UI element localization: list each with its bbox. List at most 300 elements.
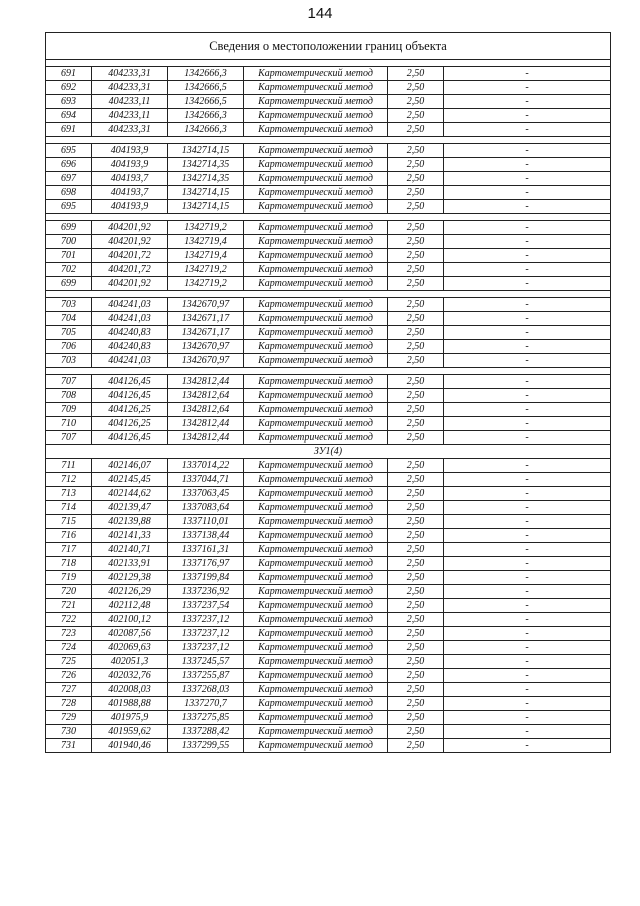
x-coordinate-cell: 404241,03 xyxy=(92,312,168,326)
description-cell: - xyxy=(444,711,611,725)
x-coordinate-cell: 404240,83 xyxy=(92,340,168,354)
point-number-cell: 729 xyxy=(46,711,92,725)
method-cell: Картометрический метод xyxy=(244,200,388,214)
method-cell: Картометрический метод xyxy=(244,515,388,529)
point-number-cell: 700 xyxy=(46,235,92,249)
method-cell: Картометрический метод xyxy=(244,585,388,599)
x-coordinate-cell: 402008,03 xyxy=(92,683,168,697)
description-cell: - xyxy=(444,557,611,571)
accuracy-cell: 2,50 xyxy=(388,585,444,599)
table-row xyxy=(46,697,611,711)
y-coordinate-cell: 1342666,3 xyxy=(168,123,244,137)
table-row xyxy=(46,172,611,186)
accuracy-cell: 2,50 xyxy=(388,487,444,501)
point-number-cell: 699 xyxy=(46,221,92,235)
x-coordinate-cell: 404201,92 xyxy=(92,277,168,291)
table-row xyxy=(46,571,611,585)
table-row xyxy=(46,235,611,249)
description-cell: - xyxy=(444,613,611,627)
method-cell: Картометрический метод xyxy=(244,277,388,291)
y-coordinate-cell: 1342812,64 xyxy=(168,389,244,403)
y-coordinate-cell: 1337237,12 xyxy=(168,627,244,641)
x-coordinate-cell: 404193,9 xyxy=(92,158,168,172)
table-row xyxy=(46,431,611,445)
table-row xyxy=(46,487,611,501)
point-number-cell: 718 xyxy=(46,557,92,571)
point-number-cell: 710 xyxy=(46,417,92,431)
y-coordinate-cell: 1342666,3 xyxy=(168,67,244,81)
group-spacer xyxy=(46,137,611,144)
method-cell: Картометрический метод xyxy=(244,263,388,277)
x-coordinate-cell: 404201,92 xyxy=(92,221,168,235)
point-number-cell: 695 xyxy=(46,144,92,158)
accuracy-cell: 2,50 xyxy=(388,543,444,557)
description-cell: - xyxy=(444,599,611,613)
description-cell: - xyxy=(444,529,611,543)
method-cell: Картометрический метод xyxy=(244,95,388,109)
x-coordinate-cell: 404193,9 xyxy=(92,144,168,158)
table-row xyxy=(46,543,611,557)
point-number-cell: 717 xyxy=(46,543,92,557)
table-row xyxy=(46,585,611,599)
y-coordinate-cell: 1337299,55 xyxy=(168,739,244,753)
accuracy-cell: 2,50 xyxy=(388,249,444,263)
accuracy-cell: 2,50 xyxy=(388,312,444,326)
description-cell: - xyxy=(444,249,611,263)
y-coordinate-cell: 1337138,44 xyxy=(168,529,244,543)
table-row xyxy=(46,403,611,417)
accuracy-cell: 2,50 xyxy=(388,158,444,172)
accuracy-cell: 2,50 xyxy=(388,172,444,186)
y-coordinate-cell: 1342812,44 xyxy=(168,375,244,389)
x-coordinate-cell: 402140,71 xyxy=(92,543,168,557)
method-cell: Картометрический метод xyxy=(244,571,388,585)
accuracy-cell: 2,50 xyxy=(388,613,444,627)
table-title-row xyxy=(46,33,611,60)
point-number-cell: 701 xyxy=(46,249,92,263)
x-coordinate-cell: 404126,45 xyxy=(92,375,168,389)
accuracy-cell: 2,50 xyxy=(388,340,444,354)
x-coordinate-cell: 402133,91 xyxy=(92,557,168,571)
group-spacer-row xyxy=(46,137,611,144)
group-spacer-row xyxy=(46,60,611,67)
x-coordinate-cell: 402087,56 xyxy=(92,627,168,641)
x-coordinate-cell: 402100,12 xyxy=(92,613,168,627)
x-coordinate-cell: 404193,7 xyxy=(92,172,168,186)
y-coordinate-cell: 1342714,35 xyxy=(168,158,244,172)
y-coordinate-cell: 1342714,15 xyxy=(168,200,244,214)
point-number-cell: 727 xyxy=(46,683,92,697)
x-coordinate-cell: 401975,9 xyxy=(92,711,168,725)
point-number-cell: 697 xyxy=(46,172,92,186)
description-cell: - xyxy=(444,354,611,368)
point-number-cell: 724 xyxy=(46,641,92,655)
point-number-cell: 712 xyxy=(46,473,92,487)
description-cell: - xyxy=(444,298,611,312)
x-coordinate-cell: 402032,76 xyxy=(92,669,168,683)
description-cell: - xyxy=(444,431,611,445)
x-coordinate-cell: 404126,45 xyxy=(92,431,168,445)
method-cell: Картометрический метод xyxy=(244,459,388,473)
table-row xyxy=(46,326,611,340)
y-coordinate-cell: 1337237,54 xyxy=(168,599,244,613)
description-cell: - xyxy=(444,683,611,697)
x-coordinate-cell: 402129,38 xyxy=(92,571,168,585)
table-title: Сведения о местоположении границ объекта xyxy=(46,33,611,60)
point-number-cell: 723 xyxy=(46,627,92,641)
table-row xyxy=(46,725,611,739)
description-cell: - xyxy=(444,109,611,123)
description-cell: - xyxy=(444,501,611,515)
point-number-cell: 713 xyxy=(46,487,92,501)
method-cell: Картометрический метод xyxy=(244,669,388,683)
method-cell: Картометрический метод xyxy=(244,557,388,571)
accuracy-cell: 2,50 xyxy=(388,669,444,683)
table-row xyxy=(46,459,611,473)
method-cell: Картометрический метод xyxy=(244,599,388,613)
table-row xyxy=(46,95,611,109)
accuracy-cell: 2,50 xyxy=(388,697,444,711)
x-coordinate-cell: 404233,11 xyxy=(92,95,168,109)
x-coordinate-cell: 402139,88 xyxy=(92,515,168,529)
point-number-cell: 704 xyxy=(46,312,92,326)
x-coordinate-cell: 404241,03 xyxy=(92,354,168,368)
y-coordinate-cell: 1337288,42 xyxy=(168,725,244,739)
x-coordinate-cell: 404233,11 xyxy=(92,109,168,123)
point-number-cell: 708 xyxy=(46,389,92,403)
y-coordinate-cell: 1342671,17 xyxy=(168,312,244,326)
section-title: ЗУ1(4) xyxy=(46,445,611,459)
x-coordinate-cell: 404201,72 xyxy=(92,263,168,277)
y-coordinate-cell: 1337044,71 xyxy=(168,473,244,487)
group-spacer xyxy=(46,368,611,375)
accuracy-cell: 2,50 xyxy=(388,739,444,753)
y-coordinate-cell: 1337237,12 xyxy=(168,613,244,627)
y-coordinate-cell: 1342666,5 xyxy=(168,81,244,95)
method-cell: Картометрический метод xyxy=(244,67,388,81)
boundary-coordinates-table xyxy=(45,32,611,753)
method-cell: Картометрический метод xyxy=(244,186,388,200)
point-number-cell: 722 xyxy=(46,613,92,627)
x-coordinate-cell: 402112,48 xyxy=(92,599,168,613)
description-cell: - xyxy=(444,473,611,487)
accuracy-cell: 2,50 xyxy=(388,557,444,571)
description-cell: - xyxy=(444,95,611,109)
point-number-cell: 716 xyxy=(46,529,92,543)
description-cell: - xyxy=(444,627,611,641)
x-coordinate-cell: 402139,47 xyxy=(92,501,168,515)
method-cell: Картометрический метод xyxy=(244,172,388,186)
method-cell: Картометрический метод xyxy=(244,543,388,557)
table-row xyxy=(46,340,611,354)
table-row xyxy=(46,473,611,487)
method-cell: Картометрический метод xyxy=(244,697,388,711)
point-number-cell: 728 xyxy=(46,697,92,711)
accuracy-cell: 2,50 xyxy=(388,431,444,445)
accuracy-cell: 2,50 xyxy=(388,683,444,697)
point-number-cell: 709 xyxy=(46,403,92,417)
group-spacer-row xyxy=(46,368,611,375)
y-coordinate-cell: 1342719,2 xyxy=(168,221,244,235)
point-number-cell: 720 xyxy=(46,585,92,599)
description-cell: - xyxy=(444,81,611,95)
y-coordinate-cell: 1337270,7 xyxy=(168,697,244,711)
table-row xyxy=(46,277,611,291)
accuracy-cell: 2,50 xyxy=(388,711,444,725)
point-number-cell: 695 xyxy=(46,200,92,214)
method-cell: Картометрический метод xyxy=(244,81,388,95)
method-cell: Картометрический метод xyxy=(244,123,388,137)
accuracy-cell: 2,50 xyxy=(388,95,444,109)
x-coordinate-cell: 404240,83 xyxy=(92,326,168,340)
point-number-cell: 730 xyxy=(46,725,92,739)
accuracy-cell: 2,50 xyxy=(388,627,444,641)
section-title-row xyxy=(46,445,611,459)
table-row xyxy=(46,739,611,753)
x-coordinate-cell: 404233,31 xyxy=(92,123,168,137)
accuracy-cell: 2,50 xyxy=(388,529,444,543)
method-cell: Картометрический метод xyxy=(244,354,388,368)
y-coordinate-cell: 1342812,44 xyxy=(168,431,244,445)
point-number-cell: 707 xyxy=(46,375,92,389)
method-cell: Картометрический метод xyxy=(244,739,388,753)
table-row xyxy=(46,375,611,389)
description-cell: - xyxy=(444,655,611,669)
point-number-cell: 707 xyxy=(46,431,92,445)
point-number-cell: 699 xyxy=(46,277,92,291)
method-cell: Картометрический метод xyxy=(244,613,388,627)
y-coordinate-cell: 1342666,3 xyxy=(168,109,244,123)
group-spacer-row xyxy=(46,214,611,221)
description-cell: - xyxy=(444,403,611,417)
method-cell: Картометрический метод xyxy=(244,109,388,123)
accuracy-cell: 2,50 xyxy=(388,599,444,613)
y-coordinate-cell: 1342719,2 xyxy=(168,263,244,277)
accuracy-cell: 2,50 xyxy=(388,571,444,585)
x-coordinate-cell: 404193,9 xyxy=(92,200,168,214)
method-cell: Картометрический метод xyxy=(244,249,388,263)
description-cell: - xyxy=(444,459,611,473)
y-coordinate-cell: 1342719,4 xyxy=(168,249,244,263)
table-row xyxy=(46,529,611,543)
table-row xyxy=(46,599,611,613)
table-row xyxy=(46,109,611,123)
point-number-cell: 698 xyxy=(46,186,92,200)
accuracy-cell: 2,50 xyxy=(388,473,444,487)
x-coordinate-cell: 402146,07 xyxy=(92,459,168,473)
description-cell: - xyxy=(444,697,611,711)
description-cell: - xyxy=(444,67,611,81)
point-number-cell: 694 xyxy=(46,109,92,123)
accuracy-cell: 2,50 xyxy=(388,67,444,81)
y-coordinate-cell: 1342666,5 xyxy=(168,95,244,109)
description-cell: - xyxy=(444,123,611,137)
accuracy-cell: 2,50 xyxy=(388,200,444,214)
y-coordinate-cell: 1337237,12 xyxy=(168,641,244,655)
description-cell: - xyxy=(444,515,611,529)
method-cell: Картометрический метод xyxy=(244,375,388,389)
method-cell: Картометрический метод xyxy=(244,627,388,641)
accuracy-cell: 2,50 xyxy=(388,263,444,277)
table-row xyxy=(46,298,611,312)
y-coordinate-cell: 1337268,03 xyxy=(168,683,244,697)
x-coordinate-cell: 404126,25 xyxy=(92,417,168,431)
accuracy-cell: 2,50 xyxy=(388,81,444,95)
description-cell: - xyxy=(444,277,611,291)
point-number-cell: 719 xyxy=(46,571,92,585)
x-coordinate-cell: 402126,29 xyxy=(92,585,168,599)
accuracy-cell: 2,50 xyxy=(388,326,444,340)
point-number-cell: 691 xyxy=(46,123,92,137)
method-cell: Картометрический метод xyxy=(244,655,388,669)
table-row xyxy=(46,354,611,368)
point-number-cell: 715 xyxy=(46,515,92,529)
x-coordinate-cell: 401959,62 xyxy=(92,725,168,739)
x-coordinate-cell: 404201,92 xyxy=(92,235,168,249)
description-cell: - xyxy=(444,375,611,389)
x-coordinate-cell: 404201,72 xyxy=(92,249,168,263)
description-cell: - xyxy=(444,487,611,501)
point-number-cell: 731 xyxy=(46,739,92,753)
description-cell: - xyxy=(444,186,611,200)
method-cell: Картометрический метод xyxy=(244,158,388,172)
description-cell: - xyxy=(444,543,611,557)
y-coordinate-cell: 1337161,31 xyxy=(168,543,244,557)
y-coordinate-cell: 1342670,97 xyxy=(168,354,244,368)
page-number: 144 xyxy=(307,5,333,22)
accuracy-cell: 2,50 xyxy=(388,725,444,739)
accuracy-cell: 2,50 xyxy=(388,375,444,389)
table-row xyxy=(46,613,611,627)
method-cell: Картометрический метод xyxy=(244,417,388,431)
x-coordinate-cell: 401988,88 xyxy=(92,697,168,711)
method-cell: Картометрический метод xyxy=(244,312,388,326)
table-row xyxy=(46,144,611,158)
y-coordinate-cell: 1337199,84 xyxy=(168,571,244,585)
method-cell: Картометрический метод xyxy=(244,144,388,158)
point-number-cell: 725 xyxy=(46,655,92,669)
description-cell: - xyxy=(444,263,611,277)
method-cell: Картометрический метод xyxy=(244,725,388,739)
description-cell: - xyxy=(444,312,611,326)
y-coordinate-cell: 1342714,35 xyxy=(168,172,244,186)
method-cell: Картометрический метод xyxy=(244,221,388,235)
table-row xyxy=(46,221,611,235)
point-number-cell: 703 xyxy=(46,354,92,368)
y-coordinate-cell: 1337255,87 xyxy=(168,669,244,683)
method-cell: Картометрический метод xyxy=(244,473,388,487)
y-coordinate-cell: 1342719,4 xyxy=(168,235,244,249)
accuracy-cell: 2,50 xyxy=(388,501,444,515)
description-cell: - xyxy=(444,417,611,431)
point-number-cell: 706 xyxy=(46,340,92,354)
table-row xyxy=(46,81,611,95)
group-spacer xyxy=(46,214,611,221)
table-row xyxy=(46,123,611,137)
description-cell: - xyxy=(444,571,611,585)
x-coordinate-cell: 404126,45 xyxy=(92,389,168,403)
description-cell: - xyxy=(444,235,611,249)
y-coordinate-cell: 1337245,57 xyxy=(168,655,244,669)
method-cell: Картометрический метод xyxy=(244,389,388,403)
table-row xyxy=(46,515,611,529)
table-row xyxy=(46,417,611,431)
x-coordinate-cell: 404233,31 xyxy=(92,67,168,81)
description-cell: - xyxy=(444,389,611,403)
accuracy-cell: 2,50 xyxy=(388,354,444,368)
accuracy-cell: 2,50 xyxy=(388,459,444,473)
accuracy-cell: 2,50 xyxy=(388,641,444,655)
method-cell: Картометрический метод xyxy=(244,529,388,543)
accuracy-cell: 2,50 xyxy=(388,186,444,200)
point-number-cell: 726 xyxy=(46,669,92,683)
x-coordinate-cell: 401940,46 xyxy=(92,739,168,753)
accuracy-cell: 2,50 xyxy=(388,221,444,235)
table-row xyxy=(46,389,611,403)
description-cell: - xyxy=(444,326,611,340)
point-number-cell: 721 xyxy=(46,599,92,613)
method-cell: Картометрический метод xyxy=(244,501,388,515)
method-cell: Картометрический метод xyxy=(244,298,388,312)
x-coordinate-cell: 404241,03 xyxy=(92,298,168,312)
group-spacer xyxy=(46,291,611,298)
y-coordinate-cell: 1337110,01 xyxy=(168,515,244,529)
accuracy-cell: 2,50 xyxy=(388,235,444,249)
accuracy-cell: 2,50 xyxy=(388,655,444,669)
point-number-cell: 691 xyxy=(46,67,92,81)
group-spacer-row xyxy=(46,291,611,298)
point-number-cell: 705 xyxy=(46,326,92,340)
method-cell: Картометрический метод xyxy=(244,487,388,501)
y-coordinate-cell: 1337236,92 xyxy=(168,585,244,599)
accuracy-cell: 2,50 xyxy=(388,109,444,123)
table-row xyxy=(46,186,611,200)
method-cell: Картометрический метод xyxy=(244,326,388,340)
description-cell: - xyxy=(444,739,611,753)
y-coordinate-cell: 1342714,15 xyxy=(168,144,244,158)
table-row xyxy=(46,641,611,655)
point-number-cell: 714 xyxy=(46,501,92,515)
method-cell: Картометрический метод xyxy=(244,235,388,249)
accuracy-cell: 2,50 xyxy=(388,298,444,312)
table-row xyxy=(46,669,611,683)
point-number-cell: 703 xyxy=(46,298,92,312)
method-cell: Картометрический метод xyxy=(244,340,388,354)
y-coordinate-cell: 1342670,97 xyxy=(168,298,244,312)
accuracy-cell: 2,50 xyxy=(388,277,444,291)
table-row xyxy=(46,627,611,641)
y-coordinate-cell: 1337176,97 xyxy=(168,557,244,571)
description-cell: - xyxy=(444,641,611,655)
y-coordinate-cell: 1342812,64 xyxy=(168,403,244,417)
method-cell: Картометрический метод xyxy=(244,431,388,445)
x-coordinate-cell: 402069,63 xyxy=(92,641,168,655)
table-row xyxy=(46,655,611,669)
x-coordinate-cell: 404193,7 xyxy=(92,186,168,200)
table-row xyxy=(46,200,611,214)
y-coordinate-cell: 1342714,15 xyxy=(168,186,244,200)
description-cell: - xyxy=(444,669,611,683)
table-row xyxy=(46,263,611,277)
x-coordinate-cell: 402051,3 xyxy=(92,655,168,669)
description-cell: - xyxy=(444,585,611,599)
point-number-cell: 702 xyxy=(46,263,92,277)
description-cell: - xyxy=(444,221,611,235)
table-row xyxy=(46,158,611,172)
point-number-cell: 693 xyxy=(46,95,92,109)
description-cell: - xyxy=(444,725,611,739)
accuracy-cell: 2,50 xyxy=(388,389,444,403)
